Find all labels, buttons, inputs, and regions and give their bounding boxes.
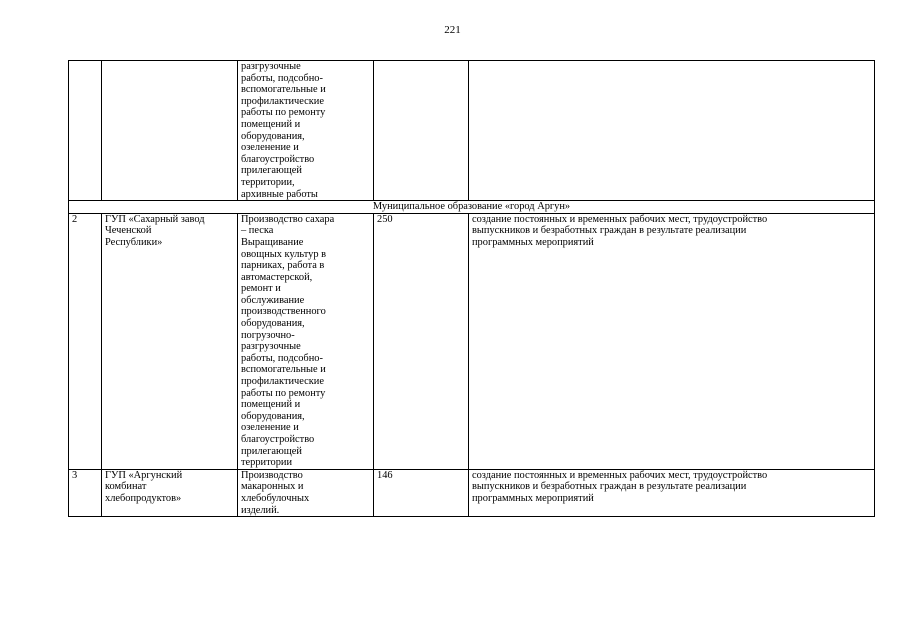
- cell-number: 2: [69, 213, 102, 469]
- activity-line: обслуживание: [241, 294, 305, 306]
- section-title: Муниципальное образование «город Аргун»: [69, 201, 875, 214]
- cell-activities: [238, 61, 374, 201]
- activity-line: Производство сахара: [241, 213, 335, 225]
- activity-line: оборудования,: [241, 318, 305, 330]
- cell-number: 3: [69, 469, 102, 516]
- cell-purpose: [469, 61, 875, 201]
- activity-line: Производство: [241, 469, 303, 481]
- activity-line: макаронных и: [241, 481, 304, 493]
- organization-line: ГУП «Сахарный завод: [105, 213, 205, 225]
- activity-line: оборудования,: [241, 410, 305, 422]
- organization-line: Чеченской: [105, 225, 152, 237]
- activity-line: профилактические: [241, 95, 324, 107]
- organization-line: хлебопродуктов»: [105, 492, 182, 504]
- activity-line: разгрузочные: [241, 341, 301, 353]
- activity-line: ремонт и: [241, 283, 281, 295]
- cell-activities: [238, 213, 374, 469]
- programs-table: [68, 60, 875, 517]
- activity-line: хлебобулочных: [241, 492, 310, 504]
- table-row: [69, 469, 875, 516]
- activity-line: – песка: [241, 225, 274, 237]
- activity-line: работы, подсобно-: [241, 72, 323, 84]
- activity-line: оборудования,: [241, 130, 305, 142]
- activity-line: территории,: [241, 176, 295, 188]
- cell-organization: [102, 469, 238, 516]
- activity-line: производственного: [241, 306, 326, 318]
- cell-purpose: [469, 469, 875, 516]
- purpose-line: создание постоянных и временных рабочих мест, трудоустройство: [472, 213, 768, 225]
- activity-line: благоустройство: [241, 153, 315, 165]
- activity-line: погрузочно-: [241, 329, 295, 341]
- activity-line: прилегающей: [241, 165, 302, 177]
- activity-line: разгрузочные: [241, 61, 301, 72]
- cell-activities: [238, 469, 374, 516]
- section-header-row: [69, 201, 875, 214]
- cell-organization: [102, 61, 238, 201]
- purpose-line: программных мероприятий: [472, 492, 594, 504]
- activity-line: территории: [241, 457, 293, 469]
- purpose-line: выпускников и безработных граждан в результате реализации: [472, 481, 747, 493]
- activity-line: архивные работы: [241, 188, 318, 200]
- cell-count: [374, 61, 469, 201]
- activity-line: помещений и: [241, 118, 301, 130]
- purpose-line: создание постоянных и временных рабочих мест, трудоустройство: [472, 469, 768, 481]
- table-row: [69, 213, 875, 469]
- organization-line: комбинат: [105, 481, 147, 493]
- organization-line: ГУП «Аргунский: [105, 469, 183, 481]
- activity-line: изделий.: [241, 504, 280, 516]
- purpose-line: выпускников и безработных граждан в результате реализации: [472, 225, 747, 237]
- activity-line: благоустройство: [241, 434, 315, 445]
- activity-line: озеленение и: [241, 422, 299, 434]
- activity-line: парниках, работа в: [241, 260, 325, 272]
- activity-line: профилактические: [241, 376, 324, 388]
- activity-line: вспомогательные и: [241, 364, 326, 376]
- page-number: 221: [444, 24, 461, 36]
- activity-line: вспомогательные и: [241, 84, 326, 96]
- activity-line: помещений и: [241, 399, 301, 411]
- organization-line: Республики»: [105, 236, 163, 248]
- activity-line: автомастерской,: [241, 271, 313, 283]
- activity-line: работы по ремонту: [241, 387, 326, 399]
- table-row-continuation: [69, 61, 875, 201]
- cell-organization: [102, 213, 238, 469]
- activity-line: озеленение и: [241, 142, 299, 154]
- cell-count: 146: [374, 469, 469, 516]
- activity-line: прилегающей: [241, 445, 302, 457]
- table-body: [69, 61, 875, 517]
- activity-line: работы, подсобно-: [241, 352, 323, 364]
- activity-line: работы по ремонту: [241, 107, 326, 119]
- activity-line: Выращивание: [241, 236, 304, 248]
- purpose-line: программных мероприятий: [472, 236, 594, 248]
- cell-purpose: [469, 213, 875, 469]
- activity-line: овощных культур в: [241, 248, 327, 260]
- cell-number: [69, 61, 102, 201]
- cell-count: 250: [374, 213, 469, 469]
